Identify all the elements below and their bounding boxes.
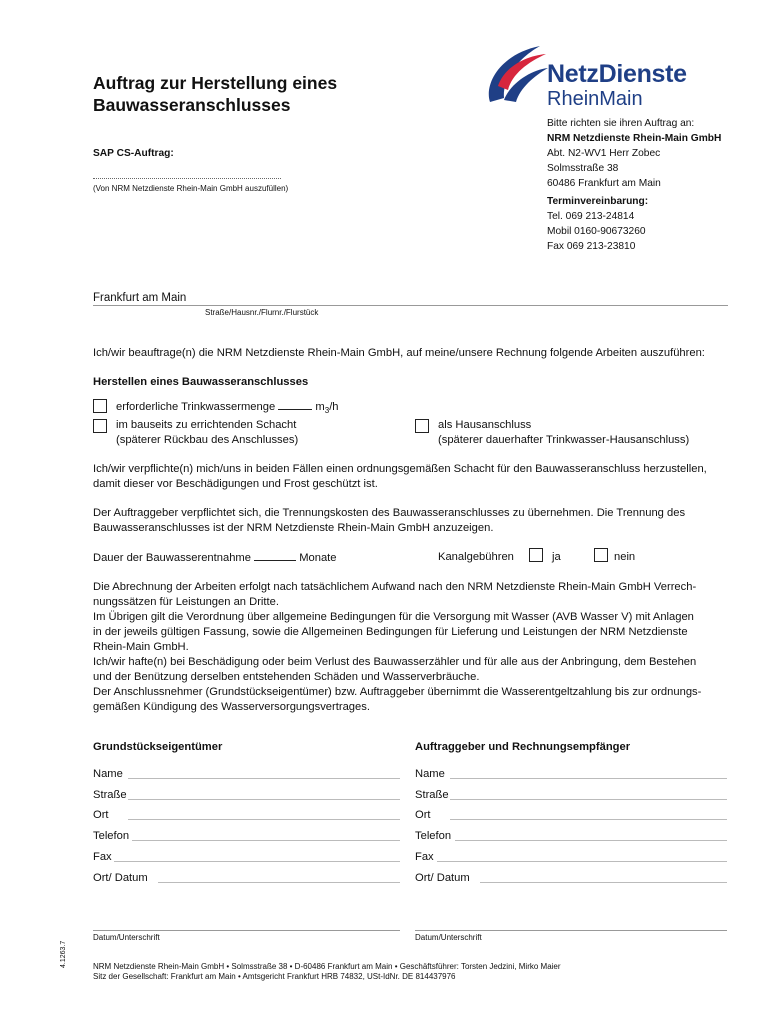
owner-field-label-ort: Ort [93, 809, 109, 821]
owner-ort-input[interactable] [128, 818, 400, 820]
title-line-1: Auftrag zur Herstellung eines [93, 73, 338, 93]
amount-input[interactable] [278, 399, 312, 410]
owner-field-label-ort-datum: Ort/ Datum [93, 872, 148, 884]
paragraph-schacht-line-1: Ich/wir verpflichte(n) mich/uns in beiden Fällen einen ordnungsgemäßen Schacht für den Bauwasseranschluss herzustellen, [93, 463, 707, 475]
client-strasse-input[interactable] [450, 798, 727, 800]
paragraph-schacht [93, 462, 707, 492]
terms-line: Der Anschlussnehmer (Grundstückseigentümer) bzw. Auftraggeber übernimmt die Wasserentgeltzahlung bis zur ordnungs- [93, 686, 702, 698]
duration-label: Dauer der Bauwasserentnahme [93, 552, 251, 564]
option-schacht-line-2: (späterer Rückbau des Anschlusses) [116, 434, 299, 446]
client-field-label-ort-datum: Ort/ Datum [415, 872, 470, 884]
option-amount-label: erforderliche Trinkwassermenge [116, 401, 276, 413]
owner-name-input[interactable] [128, 777, 400, 779]
owner-field-label-name: Name [93, 768, 123, 780]
terms-line: in der jeweils gültigen Fassung, sowie die Allgemeinen Bedingungen für Lieferung und Leistungen der NRM Netzdienste [93, 626, 688, 638]
paragraph-trennung [93, 506, 685, 536]
client-heading: Auftraggeber und Rechnungsempfänger [415, 741, 631, 753]
terms-line: Rhein-Main GmbH. [93, 641, 189, 653]
location-value[interactable]: Frankfurt am Main [93, 292, 187, 304]
owner-field-label-telefon: Telefon [93, 830, 130, 842]
amount-unit-m: m [315, 401, 325, 413]
checkbox-kanal-nein[interactable] [594, 548, 608, 562]
owner-telefon-input[interactable] [132, 839, 400, 841]
owner-signature-line[interactable] [93, 930, 400, 931]
address-city: 60486 Frankfurt am Main [547, 178, 661, 189]
duration-unit: Monate [299, 552, 337, 564]
client-field-label-telefon: Telefon [415, 830, 452, 842]
checkbox-trinkwassermenge[interactable] [93, 399, 107, 413]
owner-fax-input[interactable] [114, 860, 400, 862]
location-line [93, 305, 728, 306]
kanal-nein-label: nein [614, 551, 636, 563]
amount-unit-sub: 3 [324, 406, 330, 416]
appointment-label: Terminvereinbarung: [547, 196, 649, 207]
sap-input-line[interactable] [93, 178, 281, 179]
form-number: 4.1263.7 [60, 940, 67, 968]
option-schacht [116, 418, 298, 448]
client-field-label-ort: Ort [415, 809, 431, 821]
address-intro: Bitte richten sie ihren Auftrag an: [547, 118, 695, 129]
terms-line: gemäßen Kündigung des Wasserversorgungsvertrages. [93, 701, 370, 713]
client-signature-label: Datum/Unterschrift [415, 933, 482, 942]
page-title [93, 72, 423, 116]
option-haus-line-1: als Hausanschluss [438, 419, 532, 431]
option-schacht-line-1: im bauseits zu errichtenden Schacht [116, 419, 297, 431]
option-haus-line-2: (späterer dauerhafter Trinkwasser-Hausanschluss) [438, 434, 690, 446]
client-field-label-fax: Fax [415, 851, 434, 863]
address-company: NRM Netzdienste Rhein-Main GmbH [547, 133, 722, 144]
terms-line: Die Abrechnung der Arbeiten erfolgt nach tatsächlichem Aufwand nach den NRM Netzdienste Rhein-Main GmbH Verrech- [93, 581, 697, 593]
title-line-2: Bauwasseranschlusses [93, 95, 291, 115]
address-mobil: Mobil 0160-90673260 [547, 226, 646, 237]
client-name-input[interactable] [450, 777, 727, 779]
client-fax-input[interactable] [437, 860, 727, 862]
terms-block [93, 580, 701, 715]
client-signature-line[interactable] [415, 930, 727, 931]
address-street: Solmsstraße 38 [547, 163, 619, 174]
terms-line: Im Übrigen gilt die Verordnung über allgemeine Bedingungen für die Versorgung mit Wasser (AVB Wasser V) mit Anlagen [93, 611, 694, 623]
amount-unit-h: /h [329, 401, 339, 413]
terms-line: Ich/wir hafte(n) bei Beschädigung oder beim Verlust des Bauwasserzähler und für alle aus der Anbringung, dem Bestehen [93, 656, 697, 668]
section-heading: Herstellen eines Bauwasseranschlusses [93, 376, 309, 388]
client-telefon-input[interactable] [455, 839, 727, 841]
sap-label: SAP CS-Auftrag: [93, 148, 174, 159]
company-logo [482, 40, 722, 115]
location-sublabel: Straße/Hausnr./Flurnr./Flurstück [205, 308, 319, 317]
client-ort-datum-input[interactable] [480, 881, 727, 883]
paragraph-trennung-line-1: Der Auftraggeber verpflichtet sich, die Trennungskosten des Bauwasseranschlusses zu übernehmen. Die Trennung des [93, 507, 686, 519]
duration-row [93, 550, 337, 566]
client-ort-input[interactable] [450, 818, 727, 820]
address-fax: Fax 069 213-23810 [547, 241, 636, 252]
kanal-ja-label: ja [552, 551, 561, 563]
kanal-label: Kanalgebühren [438, 551, 514, 563]
option-hausanschluss [438, 418, 689, 448]
checkbox-schacht[interactable] [93, 419, 107, 433]
checkbox-hausanschluss[interactable] [415, 419, 429, 433]
owner-ort-datum-input[interactable] [158, 881, 400, 883]
checkbox-kanal-ja[interactable] [529, 548, 543, 562]
address-tel: Tel. 069 213-24814 [547, 211, 635, 222]
client-field-label-strasse: Straße [415, 789, 449, 801]
footer [93, 962, 561, 982]
swoosh-logo-icon [482, 40, 552, 115]
footer-line-1: NRM Netzdienste Rhein-Main GmbH • Solmsstraße 38 • D-60486 Frankfurt am Main • Geschäftsführer: Torsten Jedzini, Mirko Maier [93, 962, 561, 971]
owner-field-label-strasse: Straße [93, 789, 127, 801]
logo-brand-line-2: RheinMain [547, 88, 643, 110]
recipient-address [547, 116, 721, 254]
footer-line-2: Sitz der Gesellschaft: Frankfurt am Main • Amtsgericht Frankfurt HRB 74832, USt-IdNr. DE 814437976 [93, 972, 456, 981]
owner-heading: Grundstückseigentümer [93, 741, 223, 753]
paragraph-trennung-line-2: Bauwasseranschlusses ist der NRM Netzdienste Rhein-Main GmbH anzuzeigen. [93, 522, 494, 534]
paragraph-schacht-line-2: damit dieser vor Beschädigungen und Frost geschützt ist. [93, 478, 378, 490]
terms-line: und der Benützung derselben entstehenden Schäden und Wasserverbräuche. [93, 671, 480, 683]
option-trinkwassermenge [116, 399, 339, 418]
address-dept: Abt. N2-WV1 Herr Zobec [547, 148, 661, 159]
duration-input[interactable] [254, 550, 296, 561]
client-field-label-name: Name [415, 768, 445, 780]
terms-line: nungssätzen für Leistungen an Dritte. [93, 596, 279, 608]
order-intro: Ich/wir beauftrage(n) die NRM Netzdienste Rhein-Main GmbH, auf meine/unsere Rechnung folgende Arbeiten auszuführen: [93, 347, 705, 359]
logo-brand-line-1: NetzDienste [547, 60, 687, 88]
owner-strasse-input[interactable] [128, 798, 400, 800]
sap-note: (Von NRM Netzdienste Rhein-Main GmbH auszufüllen) [93, 184, 289, 193]
owner-field-label-fax: Fax [93, 851, 112, 863]
owner-signature-label: Datum/Unterschrift [93, 933, 160, 942]
